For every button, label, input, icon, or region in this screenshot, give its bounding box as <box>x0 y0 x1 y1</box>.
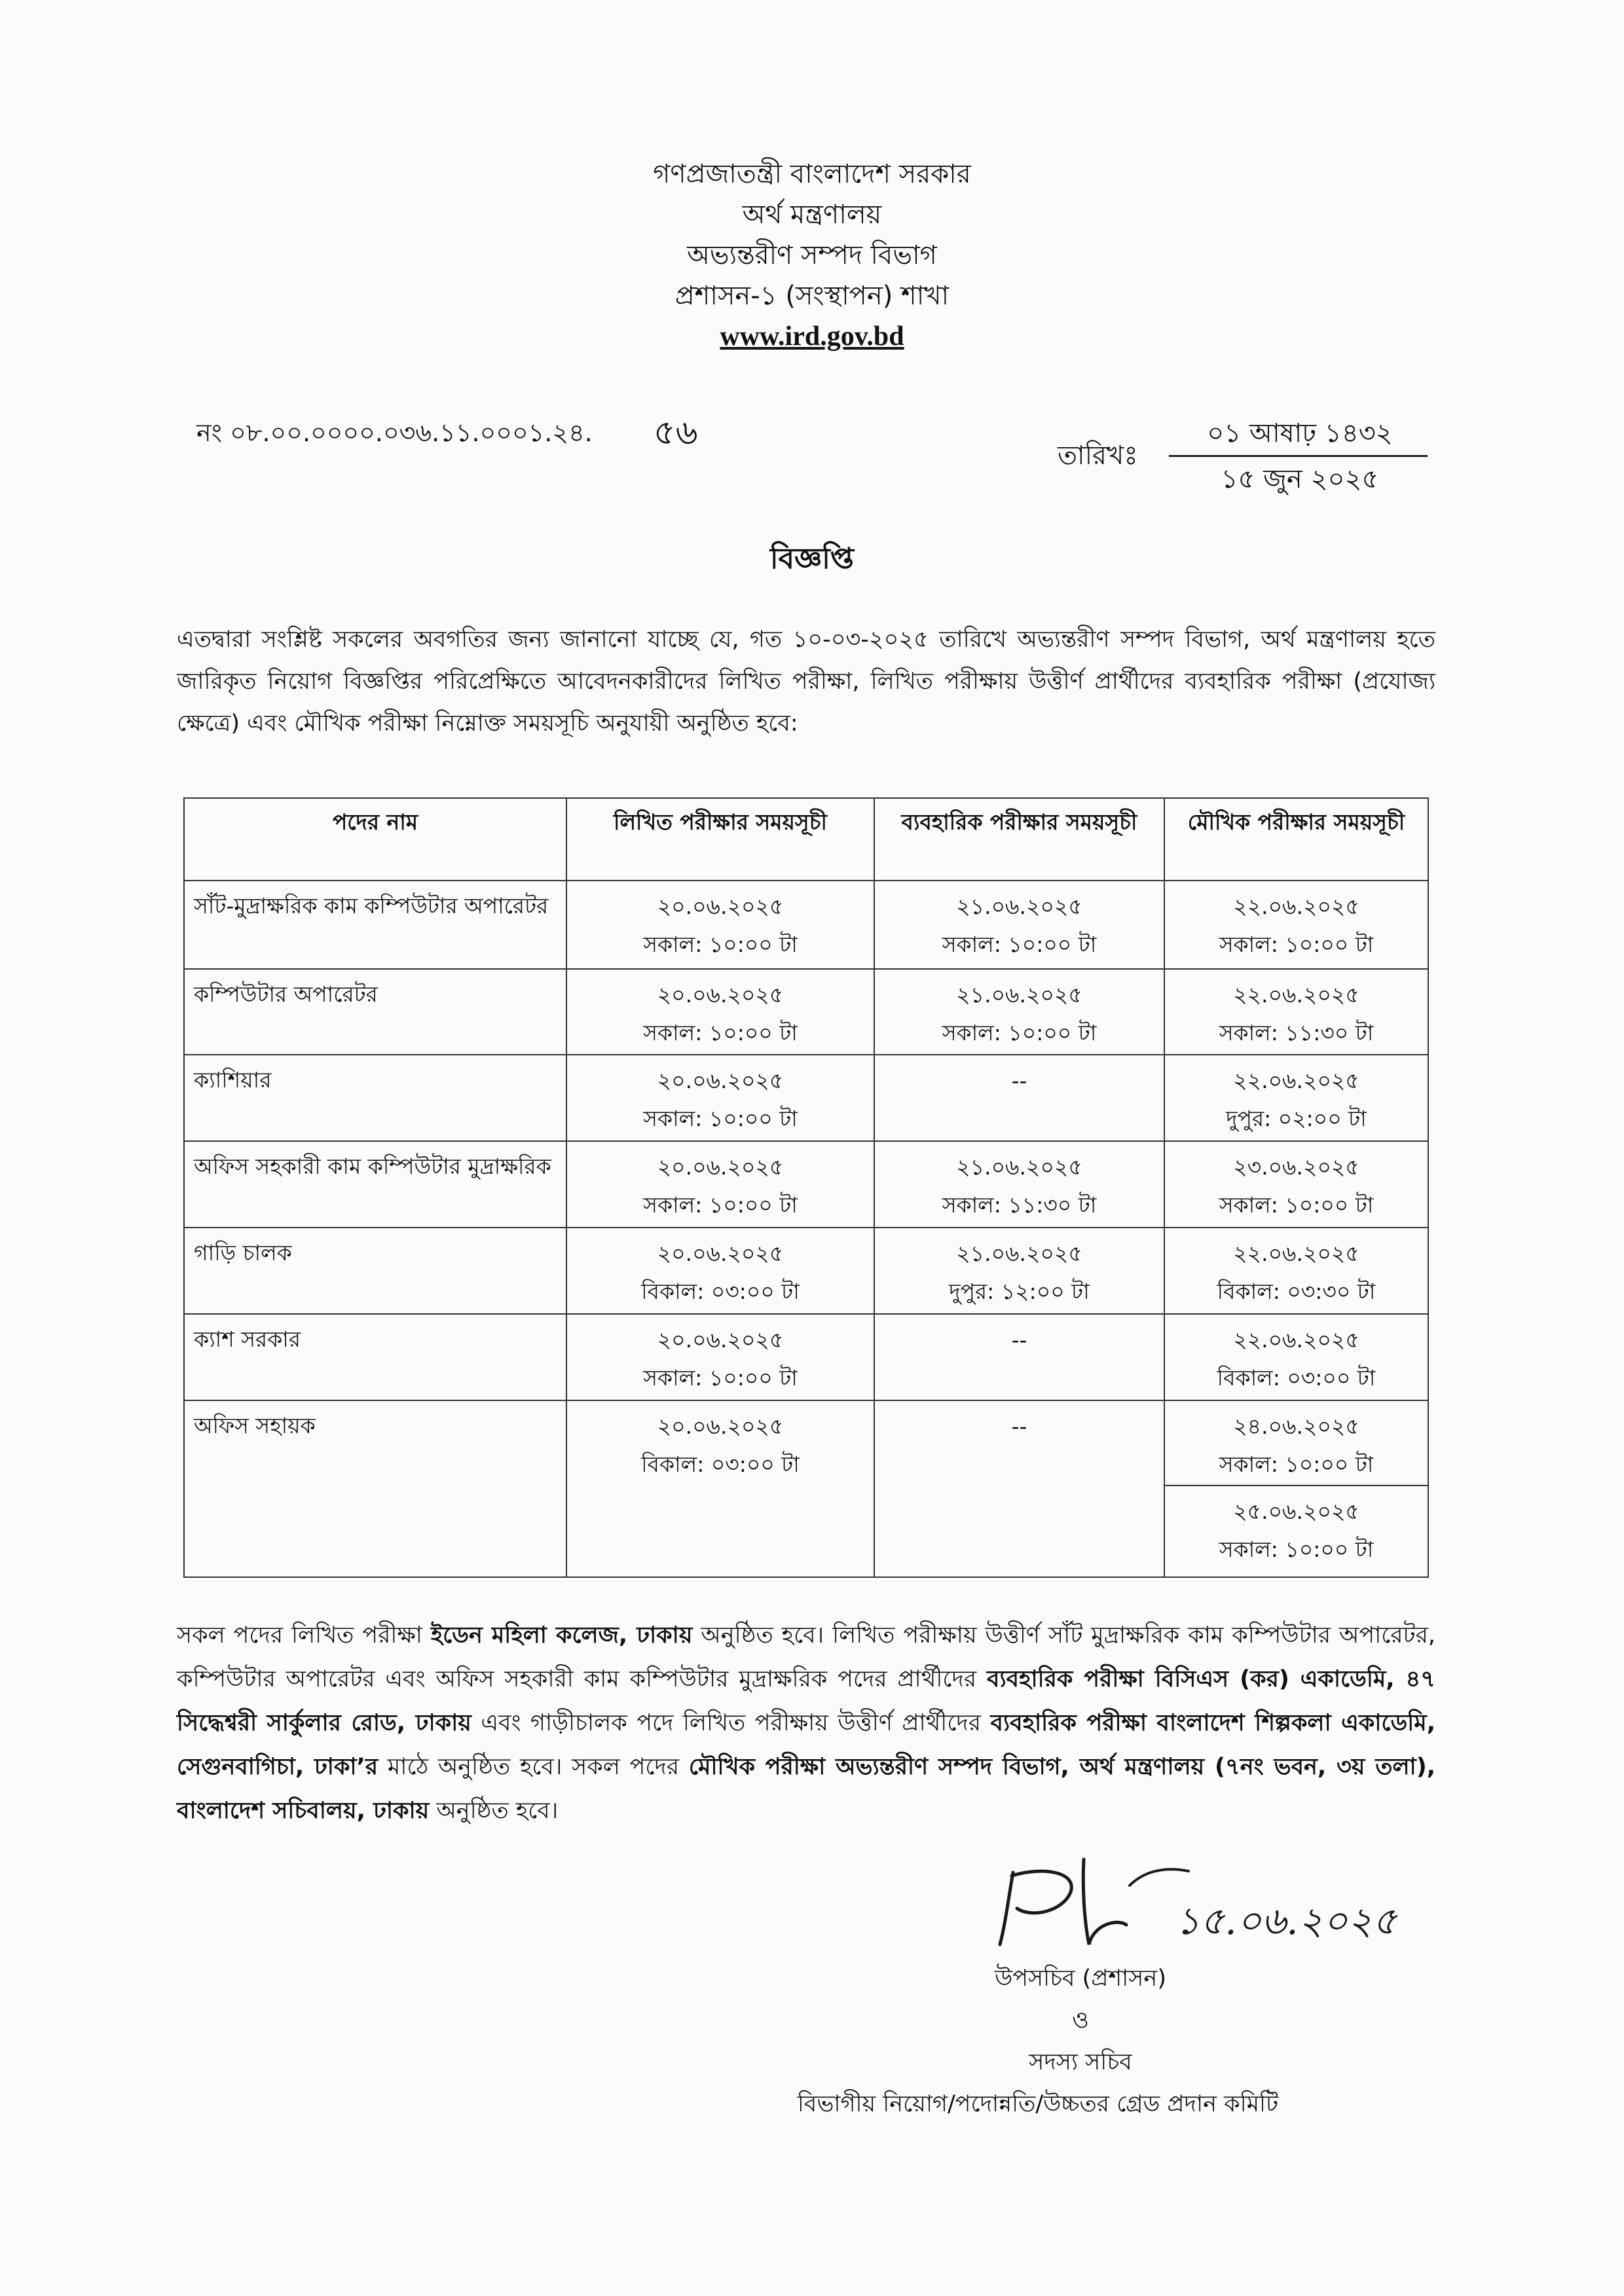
post-name: অফিস সহায়ক <box>184 1400 566 1577</box>
post-name: অফিস সহকারী কাম কম্পিউটার মুদ্রাক্ষরিক <box>184 1141 566 1228</box>
section-name: প্রশাসন-১ (সংস্থাপন) শাখা <box>674 281 950 311</box>
ministry-name: অর্থ মন্ত্রণালয় <box>742 200 882 230</box>
written-schedule: ২০.০৬.২০২৫ সকাল: ১০:০০ টা <box>566 1055 874 1141</box>
intro-paragraph: এতদ্বারা সংশ্লিষ্ট সকলের অবগতির জন্য জানানো যাচ্ছে যে, গত ১০-০৩-২০২৫ তারিখে অভ্যন্তরীণ সম্পদ বিভাগ, অর্থ মন্ত্রণালয় হতে জারিকৃত নিয়োগ বিজ্ঞপ্তির পরিপ্রেক্ষিতে আবেদনকারীদের লিখিত পরীক্ষা, লিখিত পরীক্ষায় উত্তীর্ণ প্রার্থীদের ব্যবহারিক পরীক্ষা (প্রযোজ্য ক্ষেত্রে) এবং মৌখিক পরীক্ষা নিম্নোক্ত সময়সূচি অনুযায়ী অনুষ্ঠিত হবে: <box>177 627 1435 737</box>
viva-schedule-second-day: ২৫.০৬.২০২৫ সকাল: ১০:০০ টা <box>1164 1485 1428 1577</box>
written-schedule: ২০.০৬.২০২৫ সকাল: ১০:০০ টা <box>566 1314 874 1400</box>
practical-schedule: -- <box>874 1055 1164 1141</box>
exam-schedule-table <box>183 797 1429 1578</box>
written-schedule: ২০.০৬.২০২৫ বিকাল: ০৩:০০ টা <box>566 1228 874 1314</box>
date-label: তারিখঃ <box>1058 441 1138 471</box>
written-schedule: ২০.০৬.২০২৫ বিকাল: ০৩:০০ টা <box>566 1400 874 1577</box>
viva-schedule: ২২.০৬.২০২৫ বিকাল: ০৩:০০ টা <box>1164 1314 1428 1400</box>
date-divider <box>1169 455 1428 457</box>
table-row <box>184 1314 1428 1400</box>
closing-paragraph: সকল পদের লিখিত পরীক্ষা ইডেন মহিলা কলেজ, ঢাকায় অনুষ্ঠিত হবে। লিখিত পরীক্ষায় উত্তীর্ণ সাঁট মুদ্রাক্ষরিক কাম কম্পিউটার অপারেটর, কম্পিউটার অপারেটর এবং অফিস সহকারী কাম কম্পিউটার মুদ্রাক্ষরিক পদের প্রার্থীদের ব্যবহারিক পরীক্ষা বিসিএস (কর) একাডেমি, ৪৭ সিদ্ধেশ্বরী সার্কুলার রোড, ঢাকায় এবং গাড়ীচালক পদে লিখিত পরীক্ষায় উত্তীর্ণ প্রার্থীদের ব্যবহারিক পরীক্ষা বাংলাদেশ শিল্পকলা একাডেমি, সেগুনবাগিচা, ঢাকা’র মাঠে অনুষ্ঠিত হবে। সকল পদের মৌখিক পরীক্ষা অভ্যন্তরীণ সম্পদ বিভাগ, অর্থ মন্ত্রণালয় (৭নং ভবন, ৩য় তলা), বাংলাদেশ সচিবালয়, ঢাকায় অনুষ্ঠিত হবে। <box>177 1622 1435 1824</box>
notice-title: বিজ্ঞপ্তি <box>770 542 854 575</box>
table-row <box>184 969 1428 1055</box>
viva-schedule: ২২.০৬.২০২৫ দুপুর: ০২:০০ টা <box>1164 1055 1428 1141</box>
signatory-block <box>786 1958 1375 2125</box>
table-row <box>184 1141 1428 1228</box>
post-name: ক্যাশিয়ার <box>184 1055 566 1141</box>
viva-schedule: ২২.০৬.২০২৫ বিকাল: ০৩:৩০ টা <box>1164 1228 1428 1314</box>
division-name: অভ্যন্তরীণ সম্পদ বিভাগ <box>687 240 937 270</box>
viva-schedule: ২২.০৬.২০২৫ সকাল: ১০:০০ টা <box>1164 881 1428 969</box>
post-name: গাড়ি চালক <box>184 1228 566 1314</box>
header-viva: মৌখিক পরীক্ষার সময়সূচী <box>1164 798 1428 881</box>
date-bangla: ০১ আষাঢ় ১৪৩২ <box>1207 418 1393 448</box>
post-name: সাঁট-মুদ্রাক্ষরিক কাম কম্পিউটার অপারেটর <box>184 881 566 969</box>
header-practical: ব্যবহারিক পরীক্ষার সময়সূচী <box>874 798 1164 881</box>
practical-schedule: ২১.০৬.২০২৫ দুপুর: ১২:০০ টা <box>874 1228 1164 1314</box>
signatory-designation: উপসচিব (প্রশাসন) <box>995 1965 1166 1992</box>
table-header-row <box>184 798 1428 881</box>
practical-schedule: ২১.০৬.২০২৫ সকাল: ১০:০০ টা <box>874 881 1164 969</box>
viva-schedule: ২২.০৬.২০২৫ সকাল: ১১:৩০ টা <box>1164 969 1428 1055</box>
signatory-conjunction: ও <box>1072 2007 1089 2033</box>
practical-schedule: ২১.০৬.২০২৫ সকাল: ১১:৩০ টা <box>874 1141 1164 1228</box>
website-link[interactable]: www.ird.gov.bd <box>720 321 904 352</box>
written-schedule: ২০.০৬.২০২৫ সকাল: ১০:০০ টা <box>566 969 874 1055</box>
signature-date: ১৫.০৬.২০২৫ <box>1175 1899 1397 1943</box>
header-post: পদের নাম <box>184 798 566 881</box>
memo-number: নং ০৮.০০.০০০০.০৩৬.১১.০০০১.২৪. <box>196 418 593 447</box>
government-name: গণপ্রজাতন্ত্রী বাংলাদেশ সরকার <box>653 159 971 189</box>
signatory-role: সদস্য সচিব <box>1029 2049 1132 2075</box>
signatory-committee: বিভাগীয় নিয়োগ/পদোন্নতি/উচ্চতর গ্রেড প্রদান কমিটি <box>797 2091 1279 2117</box>
post-name: ক্যাশ সরকার <box>184 1314 566 1400</box>
table-row <box>184 881 1428 969</box>
practical-schedule: ২১.০৬.২০২৫ সকাল: ১০:০০ টা <box>874 969 1164 1055</box>
table-row <box>184 1055 1428 1141</box>
written-schedule: ২০.০৬.২০২৫ সকাল: ১০:০০ টা <box>566 881 874 969</box>
table-row <box>184 1400 1428 1485</box>
header-written: লিখিত পরীক্ষার সময়সূচী <box>566 798 874 881</box>
viva-schedule: ২৪.০৬.২০২৫ সকাল: ১০:০০ টা <box>1164 1400 1428 1485</box>
letterhead <box>0 154 1624 357</box>
written-schedule: ২০.০৬.২০২৫ সকাল: ১০:০০ টা <box>566 1141 874 1228</box>
memo-handwritten-number: ৫৬ <box>654 413 698 452</box>
table-row <box>184 1228 1428 1314</box>
post-name: কম্পিউটার অপারেটর <box>184 969 566 1055</box>
practical-schedule: -- <box>874 1400 1164 1577</box>
practical-schedule: -- <box>874 1314 1164 1400</box>
viva-schedule: ২৩.০৬.২০২৫ সকাল: ১০:০০ টা <box>1164 1141 1428 1228</box>
date-english: ১৫ জুন ২০২৫ <box>1221 464 1379 494</box>
